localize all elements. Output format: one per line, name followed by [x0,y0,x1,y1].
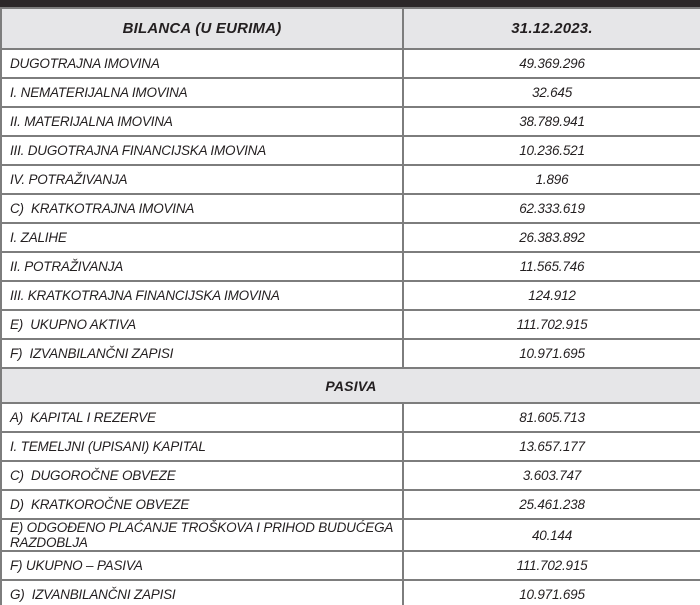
row-label: III. KRATKOTRAJNA FINANCIJSKA IMOVINA [1,281,403,310]
row-value: 38.789.941 [403,107,700,136]
table-row [1,339,700,368]
table-top-border-bar [0,0,700,7]
row-label: I. TEMELJNI (UPISANI) KAPITAL [1,432,403,461]
row-label: F) UKUPNO – PASIVA [1,551,403,580]
table-row [1,403,700,432]
row-label: D) KRATKOROČNE OBVEZE [1,490,403,519]
table-row [1,165,700,194]
row-label: I. NEMATERIJALNA IMOVINA [1,78,403,107]
table-header-row [1,8,700,49]
table-row [1,551,700,580]
table-row [1,310,700,339]
row-label: DUGOTRAJNA IMOVINA [1,49,403,78]
row-label: G) IZVANBILANČNI ZAPISI [1,580,403,605]
balance-table [0,7,700,605]
row-value: 32.645 [403,78,700,107]
header-title-cell: BILANCA (U EURIMA) [1,8,403,49]
table-row [1,49,700,78]
row-label: E) ODGOĐENO PLAĆANJE TROŠKOVA I PRIHOD BUDUĆEGA RAZDOBLJA [1,519,403,551]
row-label: III. DUGOTRAJNA FINANCIJSKA IMOVINA [1,136,403,165]
section-header: PASIVA [1,368,700,403]
table-row [1,519,700,551]
row-value: 10.971.695 [403,580,700,605]
row-value: 124.912 [403,281,700,310]
row-label: F) IZVANBILANČNI ZAPISI [1,339,403,368]
row-label: C) KRATKOTRAJNA IMOVINA [1,194,403,223]
row-value: 13.657.177 [403,432,700,461]
header-date-cell: 31.12.2023. [403,8,700,49]
table-row [1,580,700,605]
row-label: A) KAPITAL I REZERVE [1,403,403,432]
row-value: 40.144 [403,519,700,551]
row-label: E) UKUPNO AKTIVA [1,310,403,339]
row-value: 26.383.892 [403,223,700,252]
row-label: II. MATERIJALNA IMOVINA [1,107,403,136]
table-row [1,432,700,461]
row-value: 62.333.619 [403,194,700,223]
row-value: 10.971.695 [403,339,700,368]
row-value: 10.236.521 [403,136,700,165]
row-value: 111.702.915 [403,310,700,339]
row-value: 3.603.747 [403,461,700,490]
table-row [1,78,700,107]
row-label: C) DUGOROČNE OBVEZE [1,461,403,490]
table-row [1,223,700,252]
table-row [1,461,700,490]
row-label: I. ZALIHE [1,223,403,252]
row-value: 49.369.296 [403,49,700,78]
row-value: 25.461.238 [403,490,700,519]
row-label: II. POTRAŽIVANJA [1,252,403,281]
table-row [1,107,700,136]
row-value: 1.896 [403,165,700,194]
table-body [1,49,700,605]
row-value: 111.702.915 [403,551,700,580]
table-row [1,281,700,310]
table-row [1,136,700,165]
table-row [1,252,700,281]
table-row [1,490,700,519]
row-value: 81.605.713 [403,403,700,432]
row-value: 11.565.746 [403,252,700,281]
table-row [1,194,700,223]
row-label: IV. POTRAŽIVANJA [1,165,403,194]
section-row [1,368,700,403]
